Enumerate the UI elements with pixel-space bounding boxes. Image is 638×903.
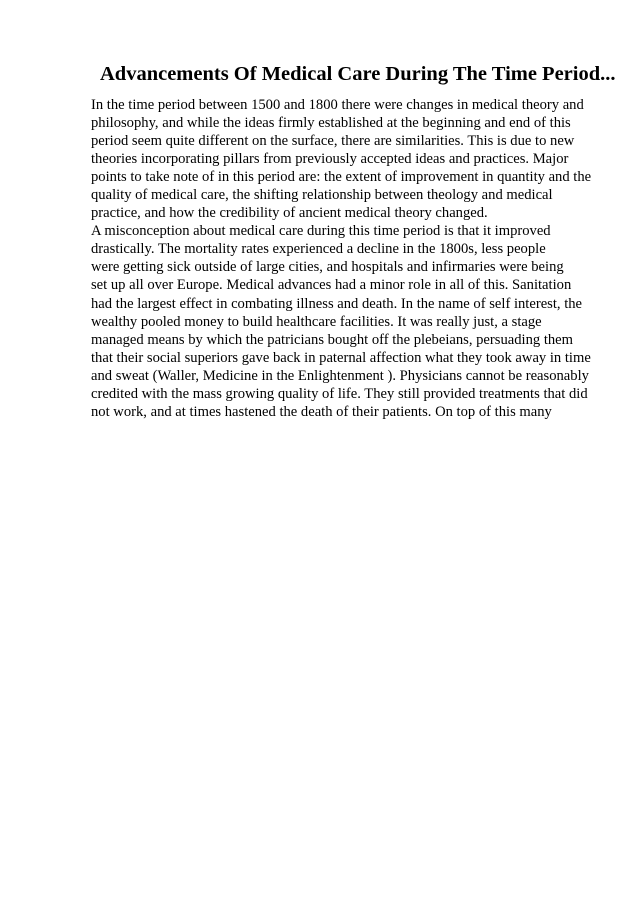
body-line: were getting sick outside of large cities, and hospitals and infirmaries were being bbox=[91, 259, 564, 276]
body-line: drastically. The mortality rates experienced a decline in the 1800s, less people bbox=[91, 241, 546, 258]
body-line: quality of medical care, the shifting relationship between theology and medical bbox=[91, 187, 553, 204]
body-line: managed means by which the patricians bought off the plebeians, persuading them bbox=[91, 331, 573, 348]
body-line: theories incorporating pillars from previously accepted ideas and practices. Major bbox=[91, 151, 569, 168]
body-line: credited with the mass growing quality of life. They still provided treatments that did bbox=[91, 385, 588, 402]
document-title: Advancements Of Medical Care During The Time Period... bbox=[100, 63, 616, 85]
body-line: set up all over Europe. Medical advances had a minor role in all of this. Sanitation bbox=[91, 277, 572, 294]
body-line: practice, and how the credibility of ancient medical theory changed. bbox=[91, 205, 488, 222]
body-line: points to take note of in this period are: the extent of improvement in quantity and the bbox=[91, 169, 592, 186]
body-line: not work, and at times hastened the death of their patients. On top of this many bbox=[91, 403, 552, 420]
document-body bbox=[91, 96, 601, 421]
body-line: In the time period between 1500 and 1800 there were changes in medical theory and bbox=[91, 97, 584, 113]
body-line: wealthy pooled money to build healthcare facilities. It was really just, a stage bbox=[91, 313, 542, 330]
body-line: that their social superiors gave back in paternal affection what they took away in time bbox=[91, 349, 591, 366]
body-line: A misconception about medical care during this time period is that it improved bbox=[91, 223, 551, 240]
body-line: had the largest effect in combating illness and death. In the name of self interest, the bbox=[91, 295, 583, 312]
body-line: and sweat (Waller, Medicine in the Enlightenment ). Physicians cannot be reasonably bbox=[91, 367, 589, 384]
body-line: philosophy, and while the ideas firmly established at the beginning and end of this bbox=[91, 115, 571, 132]
body-line: period seem quite different on the surface, there are similarities. This is due to new bbox=[91, 133, 575, 150]
